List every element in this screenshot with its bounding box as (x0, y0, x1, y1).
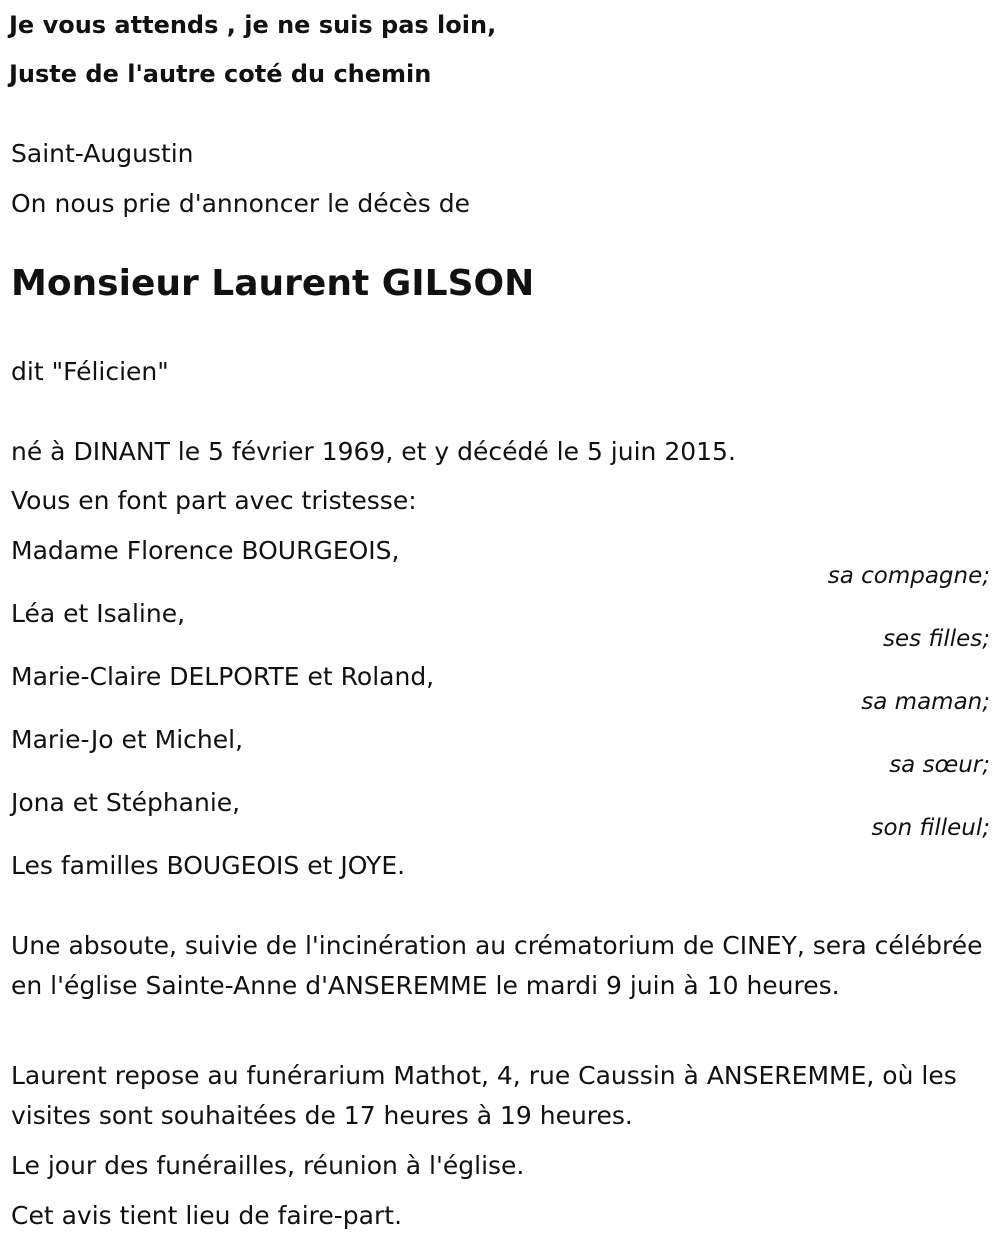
funeral-meeting: Le jour des funérailles, réunion à l'église. (11, 1151, 525, 1180)
family-member-name: Madame Florence BOURGEOIS, (11, 536, 400, 565)
family-member-relation: son filleul; (871, 815, 990, 841)
family-member-name: Marie-Jo et Michel, (11, 725, 244, 754)
ceremony-details: Une absoute, suivie de l'incinération au crématorium de CINEY, sera célébrée en l'église Sainte-Anne d'ANSEREMME le mardi 9 juin à 10 heures. (11, 931, 983, 1000)
visitation-details: Laurent repose au funérarium Mathot, 4, rue Caussin à ANSEREMME, où les visites sont souhaitées de 17 heures à 19 heures. (11, 1061, 957, 1130)
birth-death-dates: né à DINANT le 5 février 1969, et y décédé le 5 juin 2015. (11, 437, 736, 466)
family-member-name: Jona et Stéphanie, (11, 788, 241, 817)
nickname: dit "Félicien" (11, 357, 169, 386)
family-member-name: Léa et Isaline, (11, 599, 186, 628)
family-heading: Vous en font part avec tristesse: (11, 486, 417, 515)
family-member-relation: sa sœur; (889, 752, 990, 778)
poem-line-1: Je vous attends , je ne suis pas loin, (9, 11, 497, 39)
family-member-relation: ses filles; (883, 626, 990, 652)
deceased-name: Monsieur Laurent GILSON (11, 263, 535, 304)
poem-line-2: Juste de l'autre coté du chemin (9, 60, 432, 88)
family-member-name: Marie-Claire DELPORTE et Roland, (11, 662, 435, 691)
announcement-text: On nous prie d'annoncer le décès de (11, 189, 470, 218)
families-line: Les familles BOUGEOIS et JOYE. (11, 851, 406, 880)
family-member-relation: sa maman; (861, 689, 990, 715)
notice-text: Cet avis tient lieu de faire-part. (11, 1201, 403, 1230)
family-member-relation: sa compagne; (827, 563, 990, 589)
place-name: Saint-Augustin (11, 139, 194, 168)
